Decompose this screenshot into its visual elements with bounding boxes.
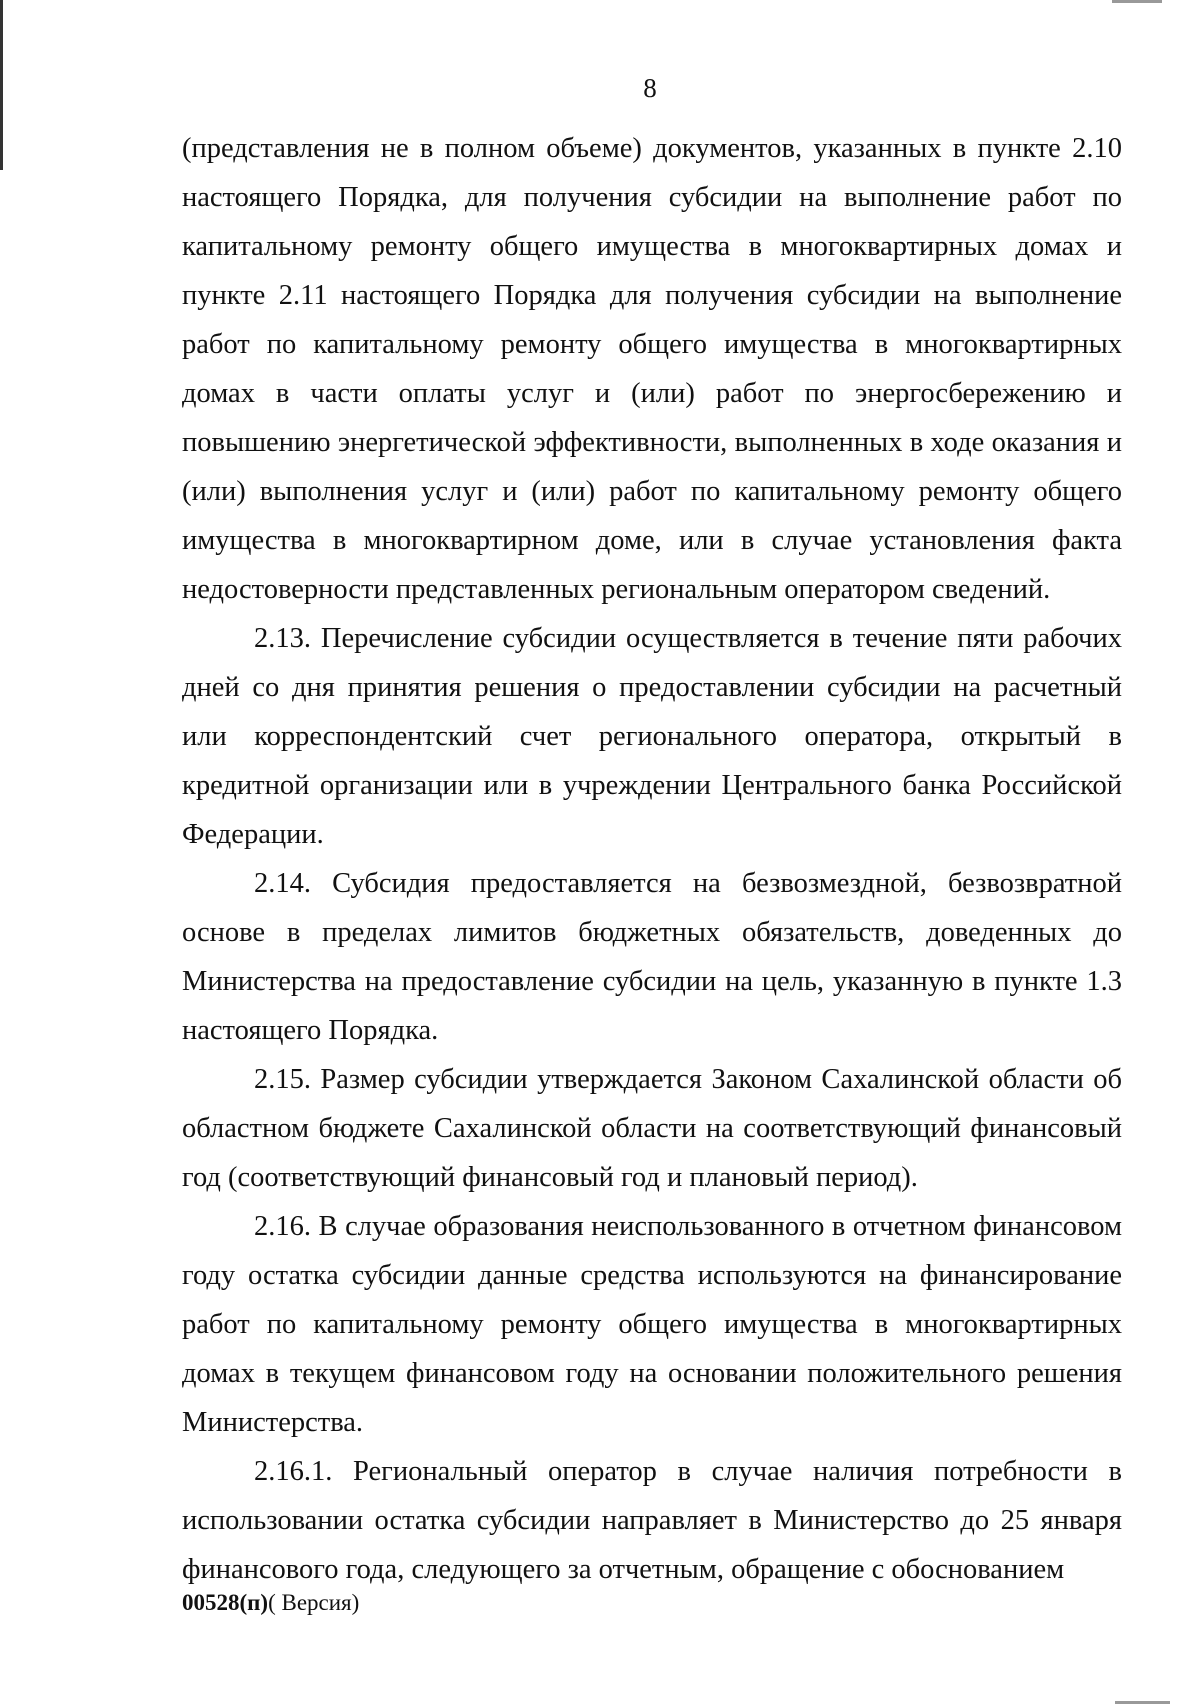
paragraph-2-15: 2.15. Размер субсидии утверждается Законом Сахалинской области об областном бюджете Сахалинской области на соответствующий финансовый год (соответствующий финансовый год и плановый период). xyxy=(182,1064,1122,1193)
scan-edge-right-top xyxy=(1112,0,1162,3)
document-code: 00528(п) xyxy=(182,1590,269,1615)
version-label: ( Версия) xyxy=(268,1590,360,1615)
paragraph-2-16-1: 2.16.1. Региональный оператор в случае наличия потребности в использовании остатка субсидии направляет в Министерство до 25 января финансового года, следующего за отчетным, обращение с обоснованием xyxy=(182,1456,1122,1585)
paragraph-continuation: (представления не в полном объеме) документов, указанных в пункте 2.10 настоящего Порядка, для получения субсидии на выполнение работ по капитальному ремонту общего имущества в многоквартирных домах и пункте 2.11 настоящего Порядка для получения субсидии на выполнение работ по капитальному ремонту общего имущества в многоквартирных домах в части оплаты услуг и (или) работ по энергосбережению и повышению энергетической эффективности, выполненных в ходе оказания и (или) выполнения услуг и (или) работ по капитальному ремонту общего имущества в многоквартирном доме, или в случае установления факта недостоверности представленных региональным оператором сведений. xyxy=(182,133,1122,605)
paragraph-2-14: 2.14. Субсидия предоставляется на безвозмездной, безвозвратной основе в пределах лимитов бюджетных обязательств, доведенных до Министерства на предоставление субсидии на цель, указанную в пункте 1.3 настоящего Порядка. xyxy=(182,868,1122,1046)
document-body xyxy=(182,124,1122,1594)
page-number: 8 xyxy=(643,73,657,103)
paragraph-2-16: 2.16. В случае образования неиспользованного в отчетном финансовом году остатка субсидии данные средства используются на финансирование работ по капитальному ремонту общего имущества в многоквартирных домах в текущем финансовом году на основании положительного решения Министерства. xyxy=(182,1211,1122,1438)
document-footer xyxy=(182,1588,359,1618)
paragraph-2-13: 2.13. Перечисление субсидии осуществляется в течение пяти рабочих дней со дня принятия решения о предоставлении субсидии на расчетный или корреспондентский счет регионального оператора, открытый в кредитной организации или в учреждении Центрального банка Российской Федерации. xyxy=(182,623,1122,850)
